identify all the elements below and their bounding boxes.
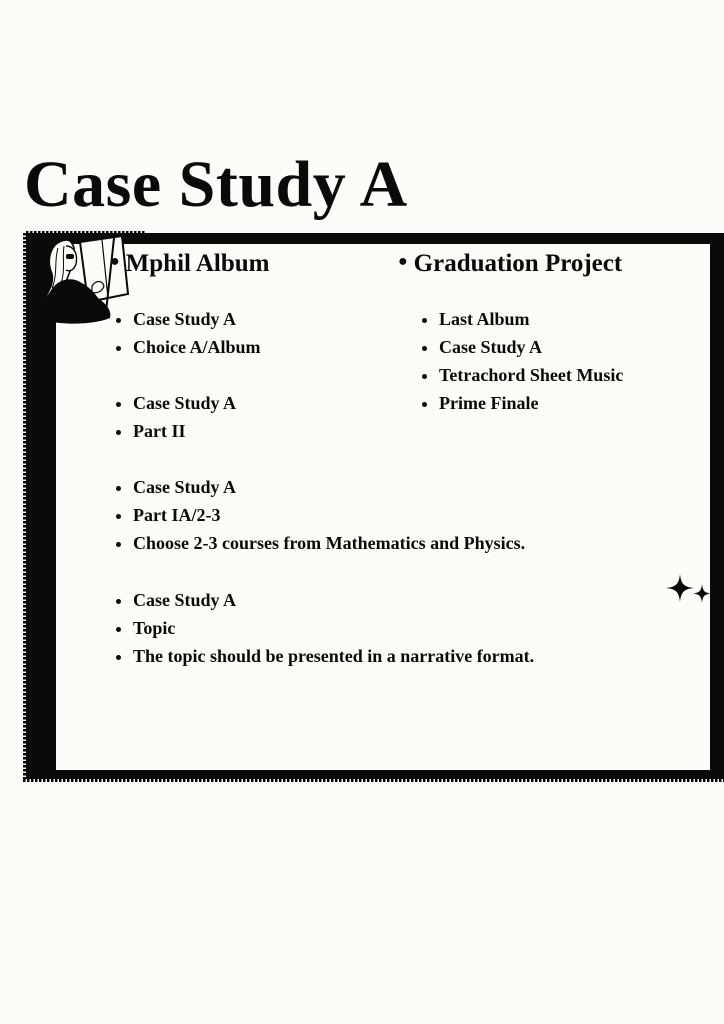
list-item: Case Study A — [114, 305, 261, 333]
list-item: Part II — [114, 417, 236, 445]
list-item: Case Study A — [114, 586, 534, 614]
list-item: Last Album — [420, 305, 623, 333]
mphil-list-group-4 — [114, 586, 534, 670]
frame-dotted-top-edge — [26, 231, 146, 233]
graduation-project-list — [420, 305, 623, 417]
list-item: Case Study A — [114, 389, 236, 417]
bullet-icon: ● — [398, 253, 408, 271]
list-item: Case Study A — [420, 333, 623, 361]
mphil-list-group-3 — [114, 473, 525, 557]
list-item: The topic should be presented in a narrative format. — [114, 642, 534, 670]
list-item: Part IA/2-3 — [114, 501, 525, 529]
mphil-list-group-1 — [114, 305, 261, 361]
page-title: Case Study A — [24, 148, 408, 221]
sparkle-stars-icon — [664, 572, 714, 608]
graduation-project-heading — [398, 251, 622, 276]
list-item: Topic — [114, 614, 534, 642]
bullet-icon: ● — [110, 253, 120, 271]
list-item: Choice A/Album — [114, 333, 261, 361]
list-item: Case Study A — [114, 473, 525, 501]
mphil-album-heading — [110, 251, 269, 276]
right-heading-label: Graduation Project — [413, 250, 623, 277]
mphil-list-group-2 — [114, 389, 236, 445]
list-item: Prime Finale — [420, 389, 623, 417]
left-heading-label: Mphil Album — [125, 250, 270, 277]
frame-dotted-bottom-edge — [23, 779, 724, 782]
frame-dotted-left-edge — [23, 233, 26, 781]
list-item: Choose 2-3 courses from Mathematics and Physics. — [114, 529, 525, 557]
list-item: Tetrachord Sheet Music — [420, 361, 623, 389]
